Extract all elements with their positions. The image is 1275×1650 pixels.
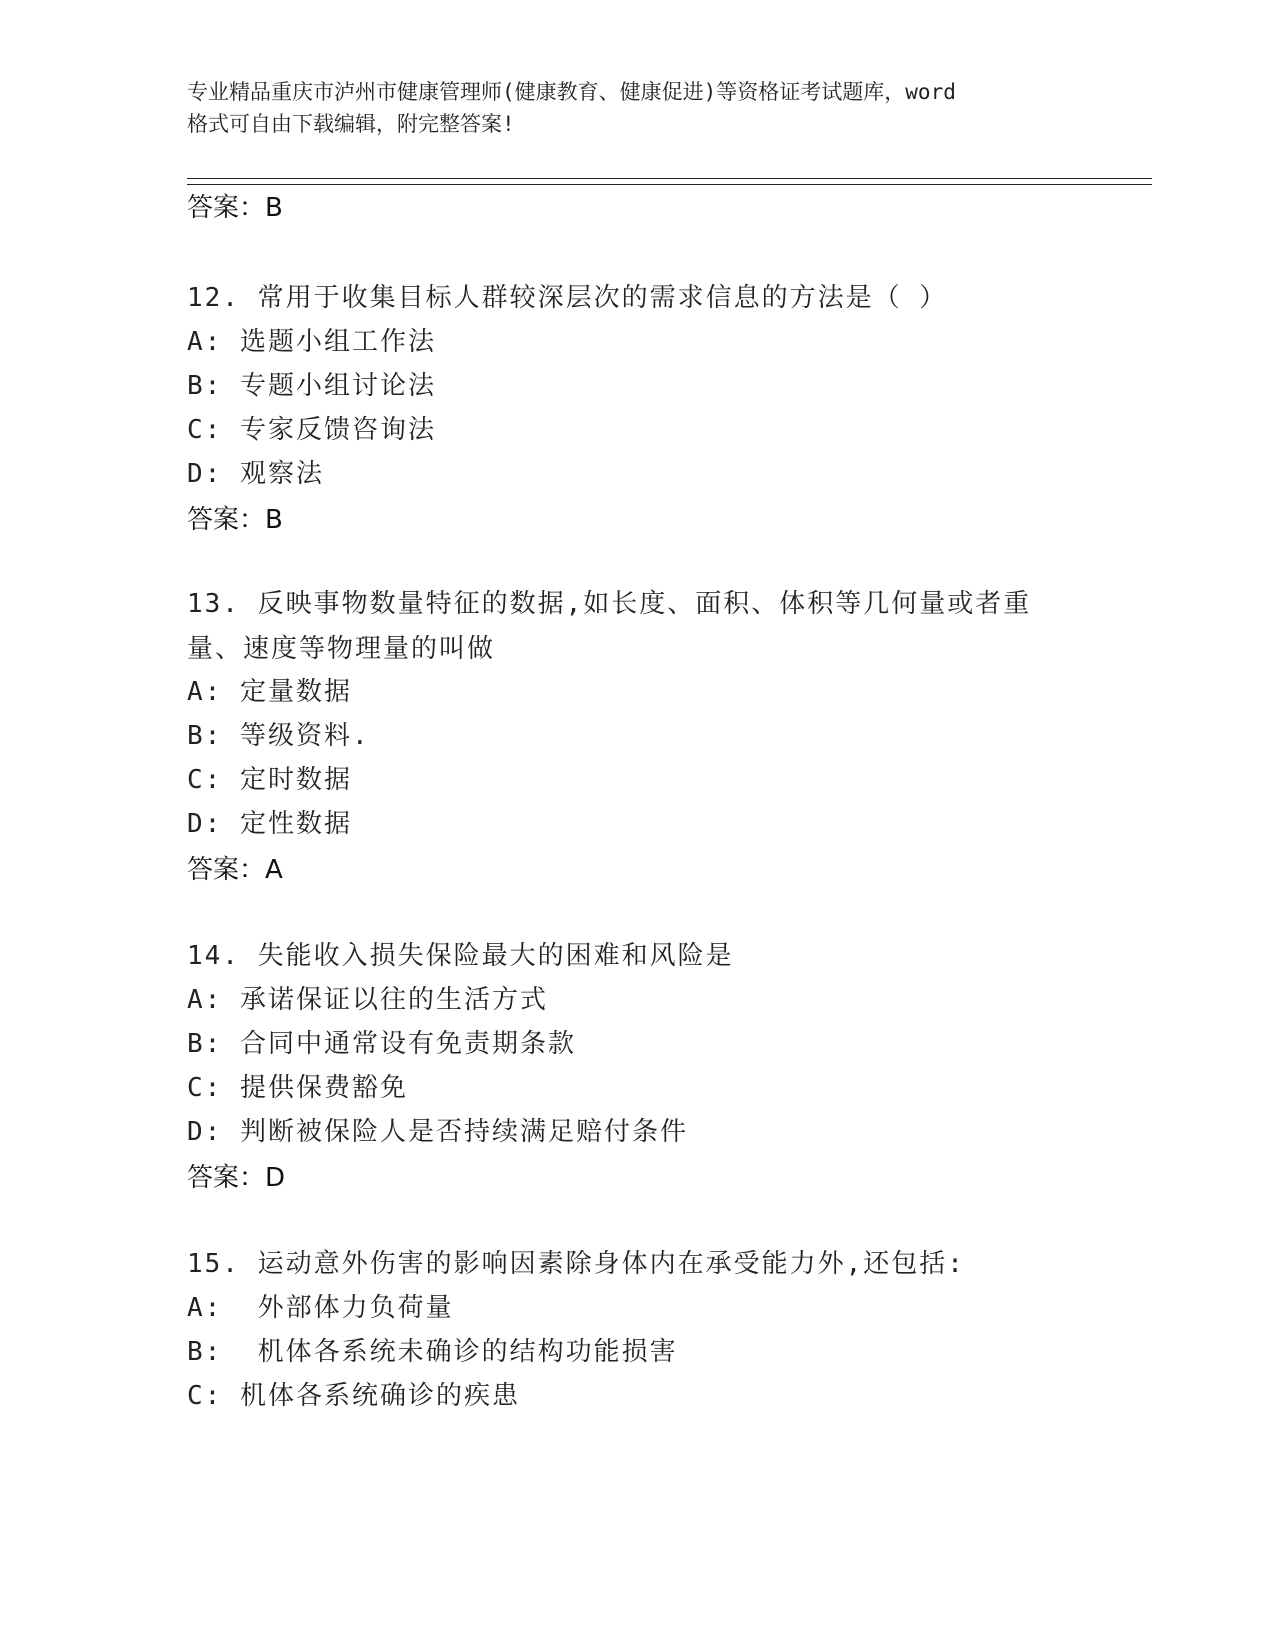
question-14-option-c: C: 提供保费豁免 [187, 1073, 408, 1103]
question-13-stem: 13. 反映事物数量特征的数据,如长度、面积、体积等几何量或者重量、速度等物理量的叫做 [187, 589, 1032, 664]
question-12-stem: 12. 常用于收集目标人群较深层次的需求信息的方法是（ ） [187, 283, 948, 313]
question-14-option-a: A: 承诺保证以往的生活方式 [187, 985, 548, 1015]
question-13-option-a: A: 定量数据 [187, 677, 352, 707]
question-13-option-d: D: 定性数据 [187, 809, 352, 839]
question-14-option-d: D: 判断被保险人是否持续满足赔付条件 [187, 1117, 688, 1147]
question-13-answer: 答案：A [187, 855, 283, 885]
question-15-option-b: B: 机体各系统未确诊的结构功能损害 [187, 1337, 678, 1367]
header-divider-top [187, 178, 1152, 179]
question-14-option-b: B: 合同中通常设有免责期条款 [187, 1029, 576, 1059]
question-14-stem: 14. 失能收入损失保险最大的困难和风险是 [187, 941, 734, 971]
question-12-option-b: B: 专题小组讨论法 [187, 371, 436, 401]
question-15-option-c: C: 机体各系统确诊的疾患 [187, 1381, 520, 1411]
question-12-option-d: D: 观察法 [187, 459, 324, 489]
question-14-answer: 答案：D [187, 1163, 286, 1193]
header-line-1: 专业精品重庆市泸州市健康管理师(健康教育、健康促进)等资格证考试题库，word [187, 80, 956, 104]
question-15-stem: 15. 运动意外伤害的影响因素除身体内在承受能力外,还包括: [187, 1249, 965, 1279]
question-12-answer: 答案：B [187, 505, 283, 535]
question-12-option-c: C: 专家反馈咨询法 [187, 415, 436, 445]
question-12-option-a: A: 选题小组工作法 [187, 327, 436, 357]
question-13-option-b: B: 等级资料. [187, 721, 370, 751]
header-line-2: 格式可自由下载编辑，附完整答案! [187, 112, 515, 136]
header-divider-bottom [187, 184, 1152, 185]
answer-previous: 答案：B [187, 193, 283, 223]
question-15-option-a: A: 外部体力负荷量 [187, 1293, 454, 1323]
question-13-option-c: C: 定时数据 [187, 765, 352, 795]
document-header [187, 76, 1087, 140]
